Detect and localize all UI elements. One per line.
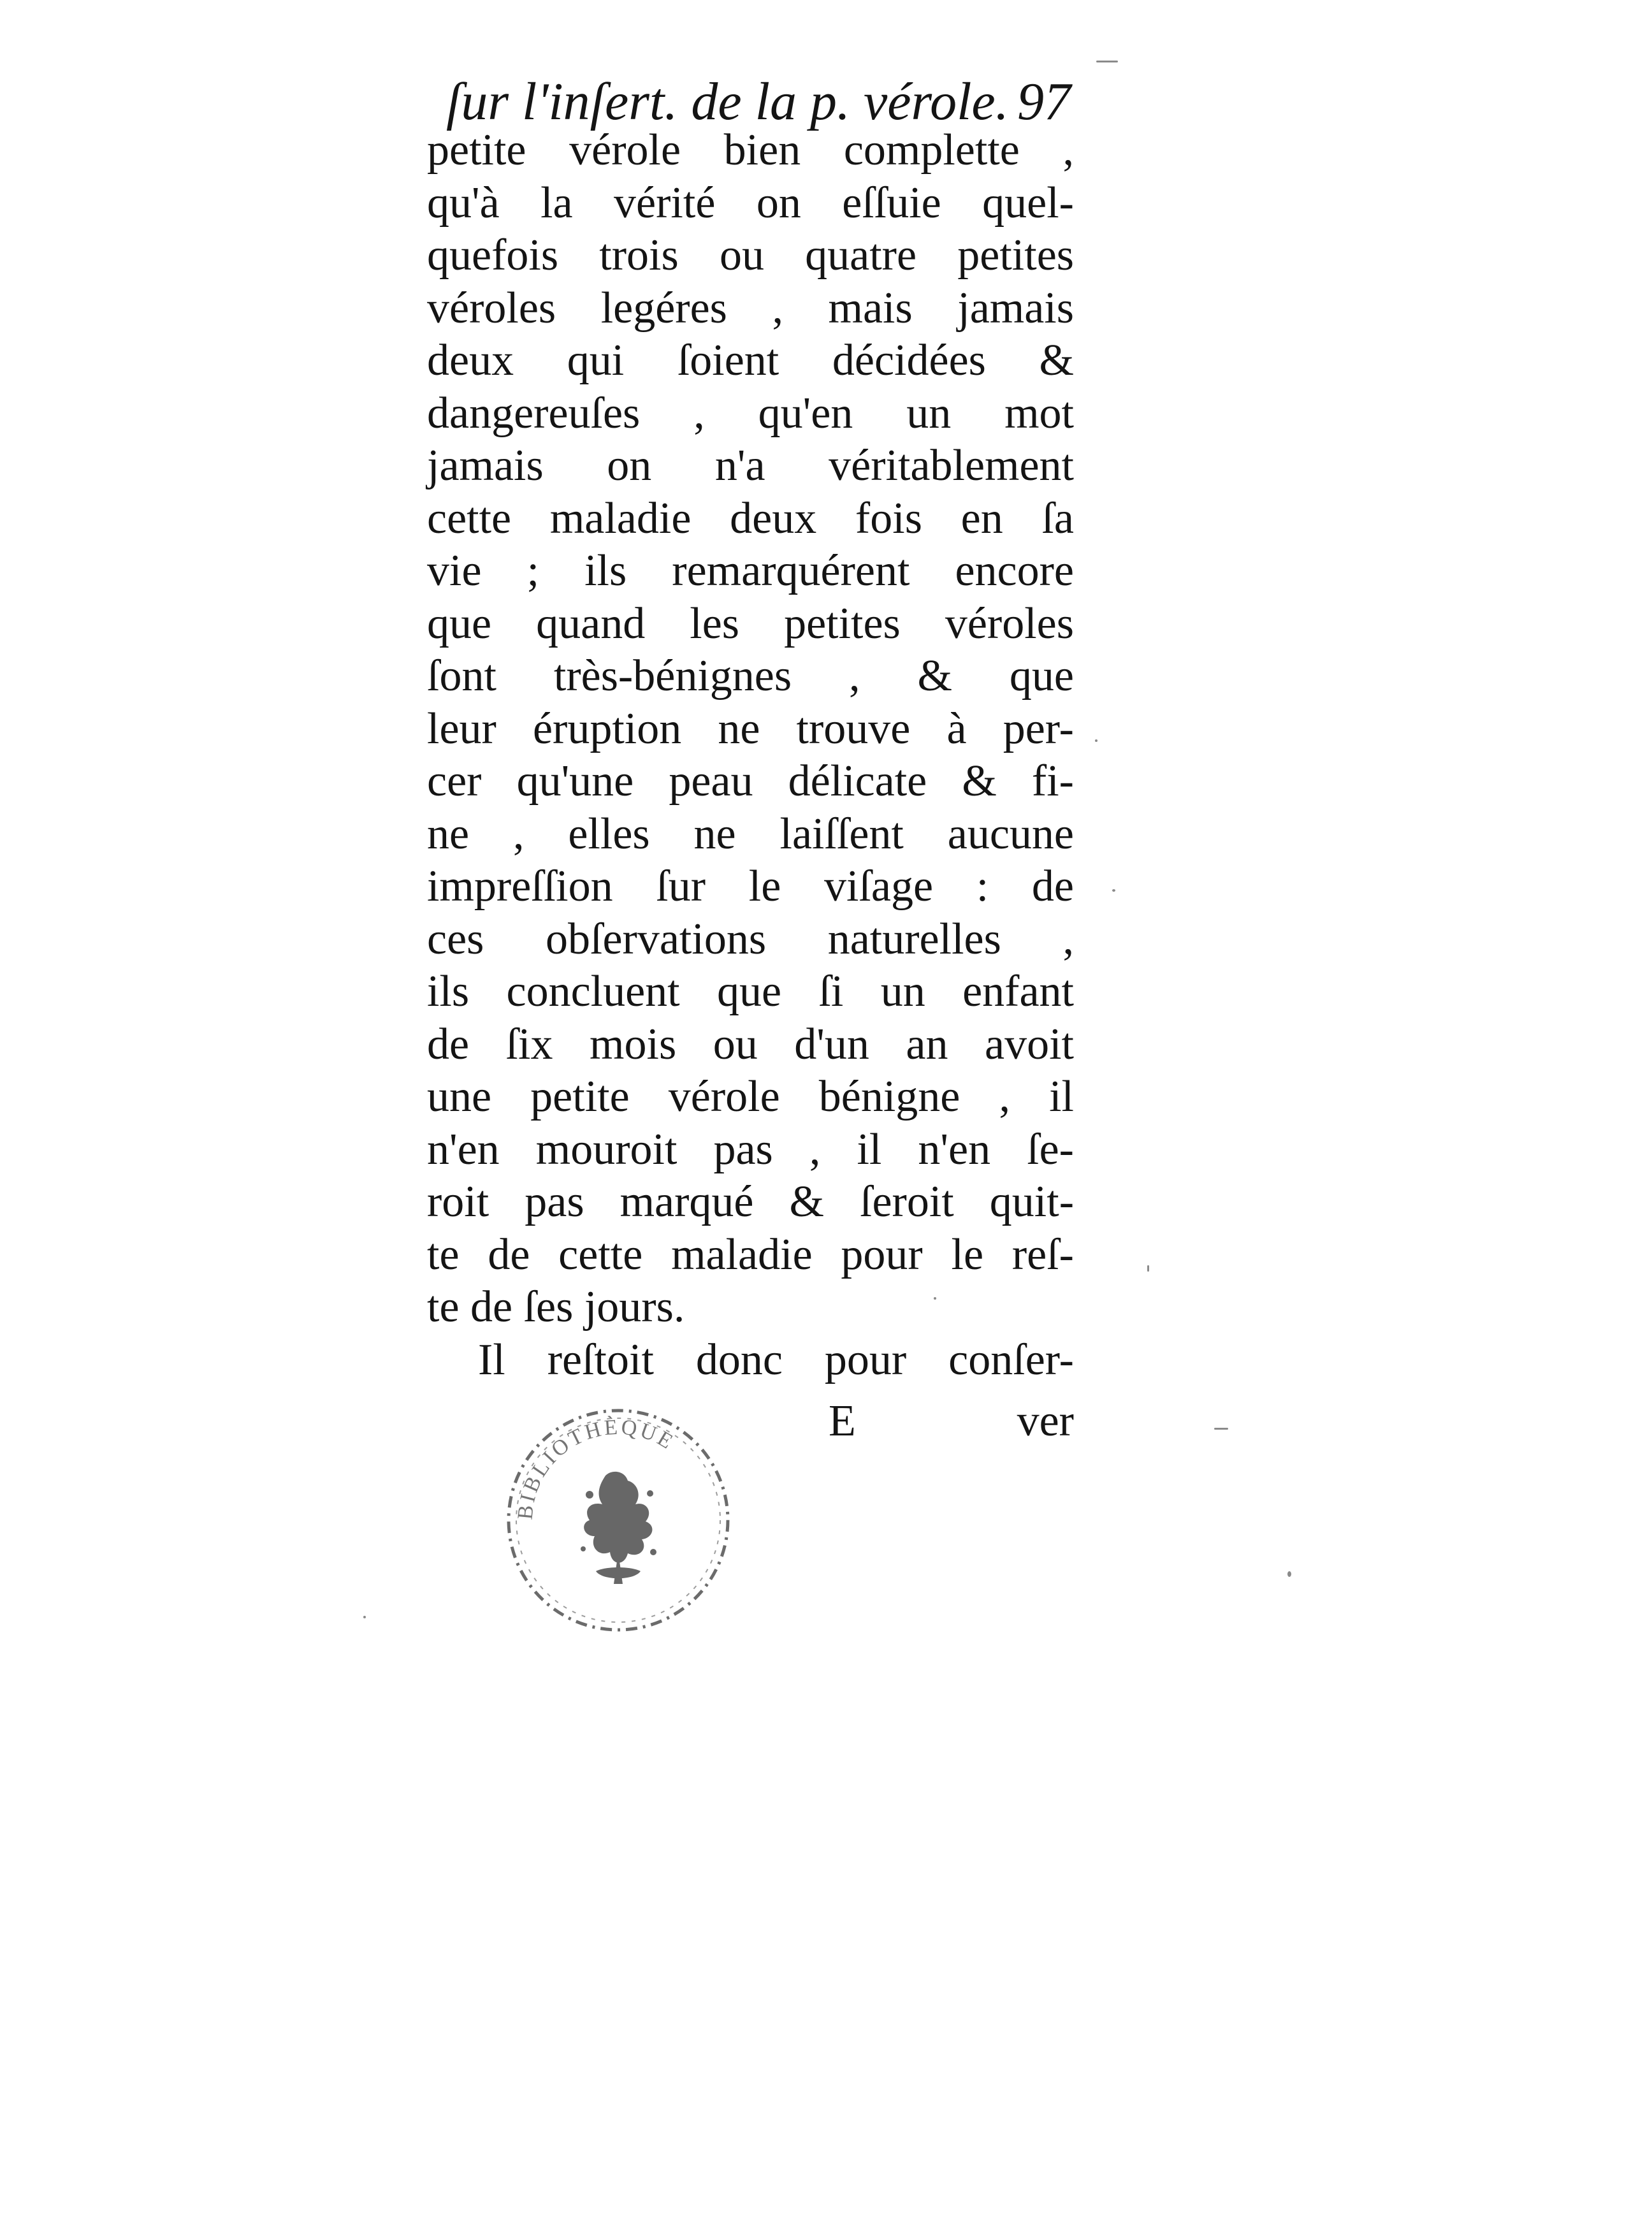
text-line: vie ; ils remarquérent encore	[427, 546, 1074, 595]
text-line: deux qui ſoient décidées &	[427, 336, 1074, 385]
running-head: ſur l'inſert. de la p. vérole.	[446, 72, 1009, 131]
paper-speck	[1287, 1571, 1291, 1577]
text-line: te de cette maladie pour le reſ-	[427, 1230, 1074, 1279]
stamp-lettering: BIBLIOTHÈQUE	[513, 1415, 679, 1521]
text-line: cette maladie deux fois en ſa	[427, 493, 1074, 543]
paragraph-start-line: Il reſtoit donc pour conſer-	[478, 1335, 1074, 1384]
paper-speck	[1095, 739, 1098, 742]
paper-speck	[934, 1297, 936, 1300]
text-line: que quand les petites véroles	[427, 599, 1074, 648]
text-line: n'en mouroit pas , il n'en ſe-	[427, 1124, 1074, 1174]
paper-speck	[1147, 1265, 1149, 1272]
text-line: jamais on n'a véritablement	[427, 441, 1074, 490]
text-line: quefois trois ou quatre petites	[427, 231, 1074, 280]
text-line: roit pas marqué & ſeroit quit-	[427, 1177, 1074, 1226]
signature-mark: E	[829, 1397, 856, 1446]
text-line: te de ſes jours.	[427, 1282, 685, 1332]
body-text	[427, 124, 1074, 1386]
paper-speck	[1214, 1428, 1228, 1430]
paper-speck	[1112, 889, 1115, 892]
signature-row	[829, 1393, 1074, 1450]
library-stamp-seal	[494, 1399, 743, 1641]
text-line: ſont très-bénignes , & que	[427, 651, 1074, 701]
text-line: une petite vérole bénigne , il	[427, 1072, 1074, 1121]
page-number: 97	[1017, 72, 1071, 131]
paper-speck	[363, 1616, 366, 1618]
page-header	[446, 64, 1071, 134]
catchword: ver	[1017, 1397, 1074, 1446]
text-line: ne , elles ne laiſſent aucune	[427, 809, 1074, 859]
text-line: véroles legéres , mais jamais	[427, 283, 1074, 333]
text-line: cer qu'une peau délicate & fi-	[427, 757, 1074, 806]
text-line: qu'à la vérité on eſſuie quel-	[427, 178, 1074, 228]
text-line: dangereuſes , qu'en un mot	[427, 388, 1074, 438]
text-line: ces obſervations naturelles ,	[427, 914, 1074, 964]
text-line: petite vérole bien complette ,	[427, 126, 1074, 175]
stamp-emblem	[581, 1472, 656, 1584]
paper-speck	[1096, 61, 1118, 62]
text-line: ils concluent que ſi un enfant	[427, 967, 1074, 1016]
library-stamp	[494, 1399, 743, 1641]
text-line: leur éruption ne trouve à per-	[427, 704, 1074, 753]
text-line: de ſix mois ou d'un an avoit	[427, 1019, 1074, 1069]
text-line: impreſſion ſur le viſage : de	[427, 862, 1074, 911]
